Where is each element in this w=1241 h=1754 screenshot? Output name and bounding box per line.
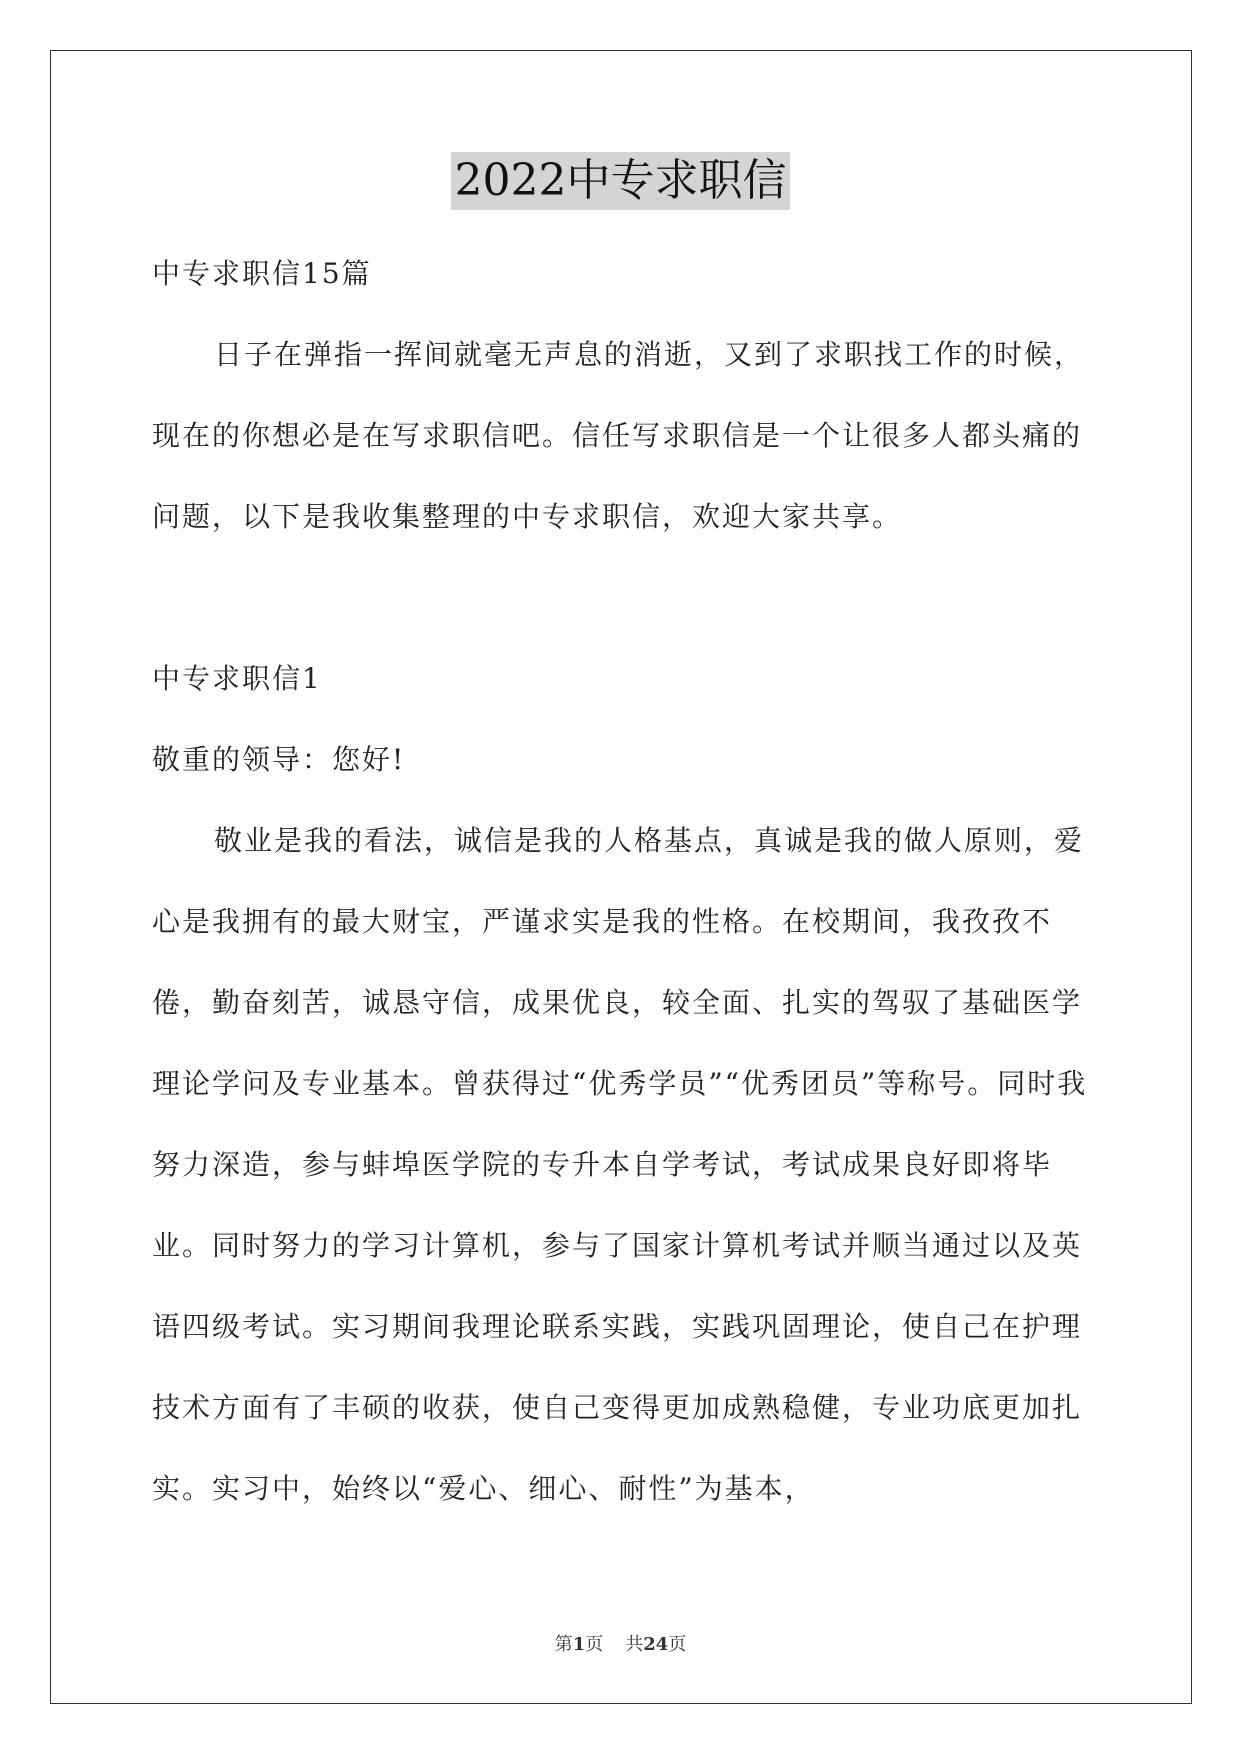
- body-paragraph: 敬业是我的看法，诚信是我的人格基点，真诚是我的做人原则，爱心是我拥有的最大财宝，严谨求实是我的性格。在校期间，我孜孜不倦，勤奋刻苦，诚恳守信，成果优良，较全面、扎实的驾驭了基础医学理论学问及专业基本。曾获得过“优秀学员”“优秀团员”等称号。同时我努力深造，参与蚌埠医学院的专升本自学考试，考试成果良好即将毕业。同时努力的学习计算机，参与了国家计算机考试并顺当通过以及英语四级考试。实习期间我理论联系实践，实践巩固理论，使自己在护理技术方面有了丰硕的收获，使自己变得更加成熟稳健，专业功底更加扎实。实习中，始终以“爱心、细心、耐性”为基本，: [152, 824, 1088, 1505]
- document-title: 2022中专求职信: [451, 152, 791, 210]
- paragraph-spacer: [152, 557, 1108, 638]
- total-suffix: 页: [668, 1634, 687, 1655]
- page-suffix: 页: [585, 1634, 604, 1655]
- title-wrap: [0, 152, 1241, 210]
- salutation: 敬重的领导：您好!: [152, 743, 406, 776]
- document-body: [152, 233, 1108, 1529]
- page-number: 1: [572, 1634, 586, 1655]
- total-prefix: 共: [625, 1634, 644, 1655]
- section-heading: 中专求职信1: [152, 662, 322, 695]
- page-footer: [0, 1630, 1241, 1656]
- total-pages: 24: [643, 1634, 669, 1655]
- intro-paragraph: 日子在弹指一挥间就毫无声息的消逝，又到了求职找工作的时候，现在的你想必是在写求职信吧。信任写求职信是一个让很多人都头痛的问题，以下是我收集整理的中专求职信，欢迎大家共享。: [152, 338, 1085, 533]
- document-subtitle: 中专求职信15篇: [152, 257, 372, 290]
- page-prefix: 第: [554, 1634, 573, 1655]
